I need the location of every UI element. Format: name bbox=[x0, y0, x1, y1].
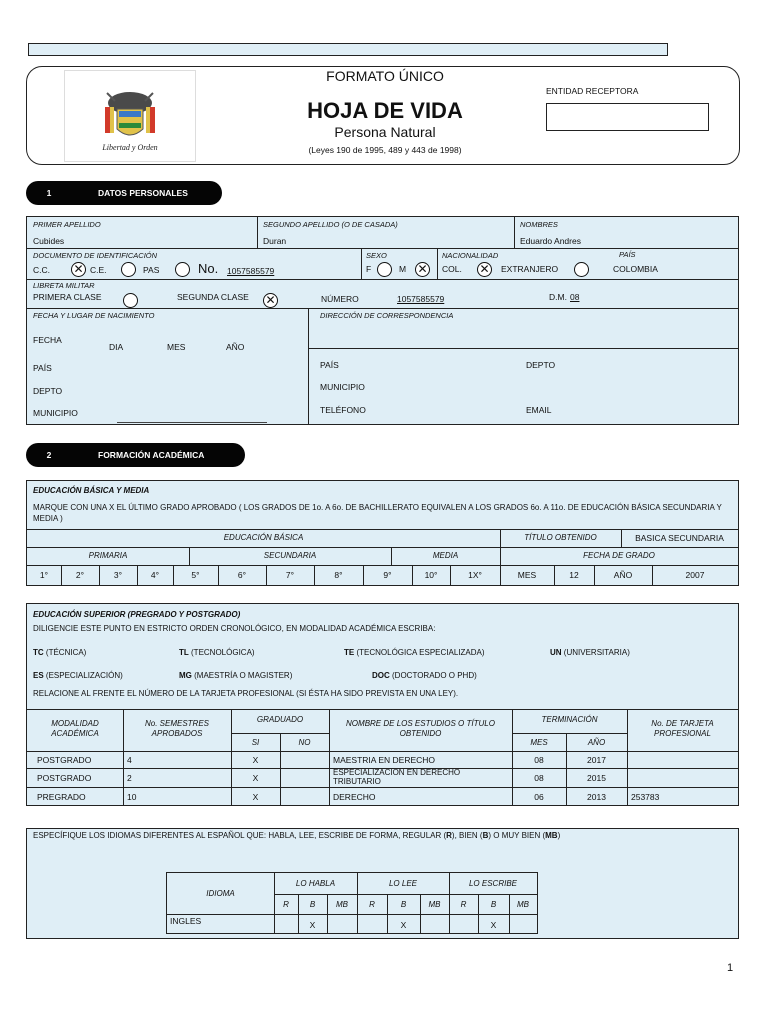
un-code: UN bbox=[550, 648, 562, 657]
superior-title: EDUCACIÓN SUPERIOR (PREGRADO Y POSTGRADO) bbox=[33, 610, 241, 619]
grade-cell[interactable]: 4° bbox=[150, 570, 160, 580]
laws-reference: (Leyes 190 de 1995, 489 y 443 de 1998) bbox=[308, 145, 462, 155]
email-label: EMAIL bbox=[526, 405, 552, 415]
svg-text:Libertad y Orden: Libertad y Orden bbox=[102, 143, 158, 152]
tc-code: TC bbox=[33, 648, 44, 657]
row3-si[interactable]: X bbox=[252, 792, 259, 802]
sexo-f-radio[interactable] bbox=[377, 262, 392, 277]
h-no: NO bbox=[298, 738, 311, 747]
anio-label: AÑO bbox=[226, 342, 245, 352]
ce-label: C.E. bbox=[90, 265, 107, 275]
row1-anio[interactable]: 2017 bbox=[587, 755, 606, 765]
row1-modalidad[interactable]: POSTGRADO bbox=[37, 755, 92, 765]
grade-cell[interactable]: 3° bbox=[113, 570, 123, 580]
sub-r: R bbox=[283, 900, 289, 909]
basica-instructions: MARQUE CON UNA X EL ÚLTIMO GRADO APROBADO ( LOS GRADOS DE 1o. A 6o. DE BACHILLERATO EQUIVALEN A LOS GRADOS 6o. A 11o. DE EDUCACIÓN BÁSICA SECUNDARIA Y MEDIA ) bbox=[33, 503, 722, 523]
segunda-clase-checked-radio[interactable]: ✕ bbox=[263, 293, 278, 308]
grade-cell[interactable]: 6° bbox=[237, 570, 247, 580]
basica-title: EDUCACIÓN BÁSICA Y MEDIA bbox=[33, 486, 150, 495]
cc-label: C.C. bbox=[33, 265, 50, 275]
cc-checked-radio[interactable]: ✕ bbox=[71, 262, 86, 277]
doc-desc: (DOCTORADO O PHD) bbox=[392, 671, 477, 680]
grade-cell[interactable]: 1° bbox=[39, 570, 49, 580]
pas-label: PAS bbox=[143, 265, 160, 275]
h-modalidad: MODALIDAD ACADÉMICA bbox=[51, 719, 99, 738]
grade-cell-checked[interactable]: 1X° bbox=[468, 570, 482, 580]
sexo-f-label: F bbox=[366, 264, 372, 274]
fecha-mes-value[interactable]: 12 bbox=[569, 570, 579, 580]
fecha-grado-header: FECHA DE GRADO bbox=[583, 551, 655, 560]
row2-nombre[interactable]: ESPECIALIZACION EN DERECHO TRIBUTARIO bbox=[333, 768, 461, 786]
libreta-numero-value[interactable]: 1057585579 bbox=[397, 294, 445, 304]
nacionalidad-label: NACIONALIDAD bbox=[442, 251, 499, 260]
tc-desc: (TÉCNICA) bbox=[45, 648, 87, 657]
secundaria-header: SECUNDARIA bbox=[263, 551, 317, 560]
col-checked-radio[interactable]: ✕ bbox=[477, 262, 492, 277]
municipio-nacimiento-label: MUNICIPIO bbox=[33, 408, 78, 418]
row3-semestres[interactable]: 10 bbox=[127, 792, 137, 802]
grade-cell[interactable]: 2° bbox=[75, 570, 85, 580]
entidad-receptora-field[interactable] bbox=[546, 103, 709, 131]
fecha-mes-label: MES bbox=[517, 570, 537, 580]
sub-r: R bbox=[369, 900, 375, 909]
libreta-numero-label: NÚMERO bbox=[321, 294, 359, 304]
pais-nac-label: PAÍS bbox=[619, 250, 636, 259]
titulo-obtenido-label: TÍTULO OBTENIDO bbox=[524, 533, 597, 542]
row3-modalidad[interactable]: PREGRADO bbox=[37, 792, 86, 802]
row3-nombre[interactable]: DERECHO bbox=[333, 792, 376, 802]
h-lo-lee: LO LEE bbox=[388, 879, 417, 888]
top-bar bbox=[28, 43, 668, 56]
idiomas-table bbox=[166, 872, 538, 934]
educacion-superior-panel bbox=[26, 603, 739, 806]
h-nombre-estudios: NOMBRE DE LOS ESTUDIOS O TÍTULO OBTENIDO bbox=[346, 719, 495, 738]
h-lo-habla: LO HABLA bbox=[295, 879, 336, 888]
row1-mes[interactable]: 08 bbox=[534, 755, 544, 765]
tl-code: TL bbox=[179, 648, 189, 657]
dm-value[interactable]: 08 bbox=[570, 292, 580, 302]
primer-apellido-value[interactable]: Cubides bbox=[33, 236, 65, 246]
grade-cell[interactable]: 10° bbox=[424, 570, 438, 580]
te-code: TE bbox=[344, 648, 355, 657]
educacion-basica-panel bbox=[26, 480, 739, 586]
nombres-value[interactable]: Eduardo Andres bbox=[520, 236, 581, 246]
grade-cell[interactable]: 9° bbox=[383, 570, 392, 580]
row1-nombre[interactable]: MAESTRIA EN DERECHO bbox=[333, 755, 436, 765]
tl-desc: (TECNOLÓGICA) bbox=[191, 648, 255, 657]
es-code: ES bbox=[33, 671, 44, 680]
sub-mb: MB bbox=[336, 900, 348, 909]
fecha-label: FECHA bbox=[33, 335, 62, 345]
row2-si[interactable]: X bbox=[252, 773, 259, 783]
section-2-header: 2 FORMACIÓN ACADÉMICA bbox=[26, 443, 245, 467]
primaria-header: PRIMARIA bbox=[88, 551, 128, 560]
datos-personales-panel bbox=[26, 216, 739, 425]
form-type: FORMATO ÚNICO bbox=[326, 68, 444, 84]
row2-semestres[interactable]: 2 bbox=[127, 773, 132, 783]
h-si: SI bbox=[251, 738, 260, 747]
h-lo-escribe: LO ESCRIBE bbox=[468, 879, 517, 888]
sub-mb: MB bbox=[428, 900, 441, 909]
media-header: MEDIA bbox=[432, 551, 459, 560]
grade-cell[interactable]: 5° bbox=[191, 570, 200, 580]
telefono-label: TELÉFONO bbox=[320, 405, 366, 415]
mes-label: MES bbox=[167, 342, 186, 352]
lee-b-cell[interactable]: X bbox=[400, 920, 407, 930]
doc-no-label: No. bbox=[198, 261, 219, 276]
h-graduado: GRADUADO bbox=[256, 715, 304, 724]
page-number: 1 bbox=[727, 962, 734, 974]
sub-mb: MB bbox=[517, 900, 529, 909]
documento-label: DOCUMENTO DE IDENTIFICACIÓN bbox=[33, 251, 158, 260]
form-subtitle: Persona Natural bbox=[334, 124, 436, 140]
dir-depto-label: DEPTO bbox=[526, 360, 556, 370]
sub-r: R bbox=[460, 900, 467, 909]
sub-b: B bbox=[400, 900, 407, 909]
h-anio: AÑO bbox=[587, 738, 606, 747]
row3-tarjeta[interactable]: 253783 bbox=[631, 792, 660, 802]
libreta-label: LIBRETA MILITAR bbox=[33, 281, 95, 290]
nacimiento-label: FECHA Y LUGAR DE NACIMIENTO bbox=[33, 311, 155, 320]
row3-mes[interactable]: 06 bbox=[534, 792, 544, 802]
superior-instructions: DILIGENCIE ESTE PUNTO EN ESTRICTO ORDEN CRONOLÓGICO, EN MODALIDAD ACADÉMICA ESCRIBA: bbox=[33, 624, 436, 633]
row2-mes[interactable]: 08 bbox=[534, 773, 544, 783]
entidad-receptora-label: ENTIDAD RECEPTORA bbox=[546, 86, 639, 96]
pais-nac-value[interactable]: COLOMBIA bbox=[613, 264, 658, 274]
sexo-label: SEXO bbox=[366, 251, 387, 260]
grade-cell[interactable]: 8° bbox=[334, 570, 343, 580]
row1-si[interactable]: X bbox=[252, 755, 259, 765]
grade-cell[interactable]: 7° bbox=[285, 570, 295, 580]
col-label: COL. bbox=[442, 264, 462, 274]
nombres-label: NOMBRES bbox=[520, 220, 558, 229]
primera-clase-radio[interactable] bbox=[123, 293, 138, 308]
pais-nacimiento-label: PAÍS bbox=[33, 363, 52, 373]
form-title: HOJA DE VIDA bbox=[307, 98, 463, 123]
edu-basica-header: EDUCACIÓN BÁSICA bbox=[223, 533, 304, 542]
h-semestres: No. SEMESTRES APROBADOS bbox=[144, 719, 209, 738]
direccion-label: DIRECCIÓN DE CORRESPONDENCIA bbox=[320, 311, 454, 320]
h-idioma: IDIOMA bbox=[206, 889, 235, 898]
row2-modalidad[interactable]: POSTGRADO bbox=[37, 773, 92, 783]
es-desc: (ESPECIALIZACIÓN) bbox=[45, 671, 123, 680]
habla-b-cell[interactable]: X bbox=[309, 920, 316, 930]
row1-semestres[interactable]: 4 bbox=[127, 755, 132, 765]
sexo-m-label: M bbox=[399, 264, 407, 274]
escribe-b-cell[interactable]: X bbox=[490, 920, 497, 930]
doc-code: DOC bbox=[372, 671, 390, 680]
idioma-value[interactable]: INGLES bbox=[170, 916, 202, 926]
sub-b: B bbox=[490, 900, 497, 909]
extranjero-label: EXTRANJERO bbox=[501, 264, 559, 274]
mg-desc: (MAESTRÍA O MAGISTER) bbox=[194, 671, 293, 680]
idiomas-instructions: ESPECÍFIQUE LOS IDIOMAS DIFERENTES AL ESPAÑOL QUE: HABLA, LEE, ESCRIBE DE FORMA, REGULAR (R), BIEN (B) O MUY BIEN (MB) bbox=[33, 831, 561, 840]
dir-pais-label: PAÍS bbox=[320, 360, 339, 370]
segundo-apellido-value[interactable]: Duran bbox=[263, 236, 287, 246]
idiomas-panel bbox=[26, 828, 739, 939]
extranjero-radio[interactable] bbox=[574, 262, 589, 277]
coat-of-arms-logo bbox=[64, 70, 196, 162]
un-desc: (UNIVERSITARIA) bbox=[563, 648, 630, 657]
doc-numero-value[interactable]: 1057585579 bbox=[227, 266, 275, 276]
row2-anio[interactable]: 2015 bbox=[587, 773, 606, 783]
dm-label: D.M. bbox=[549, 292, 567, 302]
sexo-m-checked-radio[interactable]: ✕ bbox=[415, 262, 430, 277]
h-terminacion: TERMINACIÓN bbox=[541, 715, 598, 724]
dir-municipio-label: MUNICIPIO bbox=[320, 382, 365, 392]
te-desc: (TECNOLÓGICA ESPECIALIZADA) bbox=[356, 648, 485, 657]
primera-clase-label: PRIMERA CLASE bbox=[33, 292, 102, 302]
fecha-anio-label: AÑO bbox=[613, 570, 633, 580]
sub-b: B bbox=[309, 900, 316, 909]
primer-apellido-label: PRIMER APELLIDO bbox=[33, 220, 101, 229]
h-tarjeta: No. DE TARJETA PROFESIONAL bbox=[651, 719, 714, 738]
segunda-clase-label: SEGUNDA CLASE bbox=[177, 292, 249, 302]
pas-radio[interactable] bbox=[175, 262, 190, 277]
mg-code: MG bbox=[179, 671, 192, 680]
segundo-apellido-label: SEGUNDO APELLIDO (O DE CASADA) bbox=[263, 220, 398, 229]
ce-radio[interactable] bbox=[121, 262, 136, 277]
h-mes: MES bbox=[530, 738, 548, 747]
dia-label: DIA bbox=[109, 342, 124, 352]
relacione-text: RELACIONE AL FRENTE EL NÚMERO DE LA TARJETA PROFESIONAL (SI ÉSTA HA SIDO PREVISTA EN UNA LEY). bbox=[33, 689, 459, 698]
row3-anio[interactable]: 2013 bbox=[587, 792, 606, 802]
titulo-obtenido-value[interactable]: BASICA SECUNDARIA bbox=[635, 533, 724, 543]
section-1-header: 1 DATOS PERSONALES bbox=[26, 181, 222, 205]
fecha-anio-value[interactable]: 2007 bbox=[685, 570, 705, 580]
depto-nacimiento-label: DEPTO bbox=[33, 386, 63, 396]
